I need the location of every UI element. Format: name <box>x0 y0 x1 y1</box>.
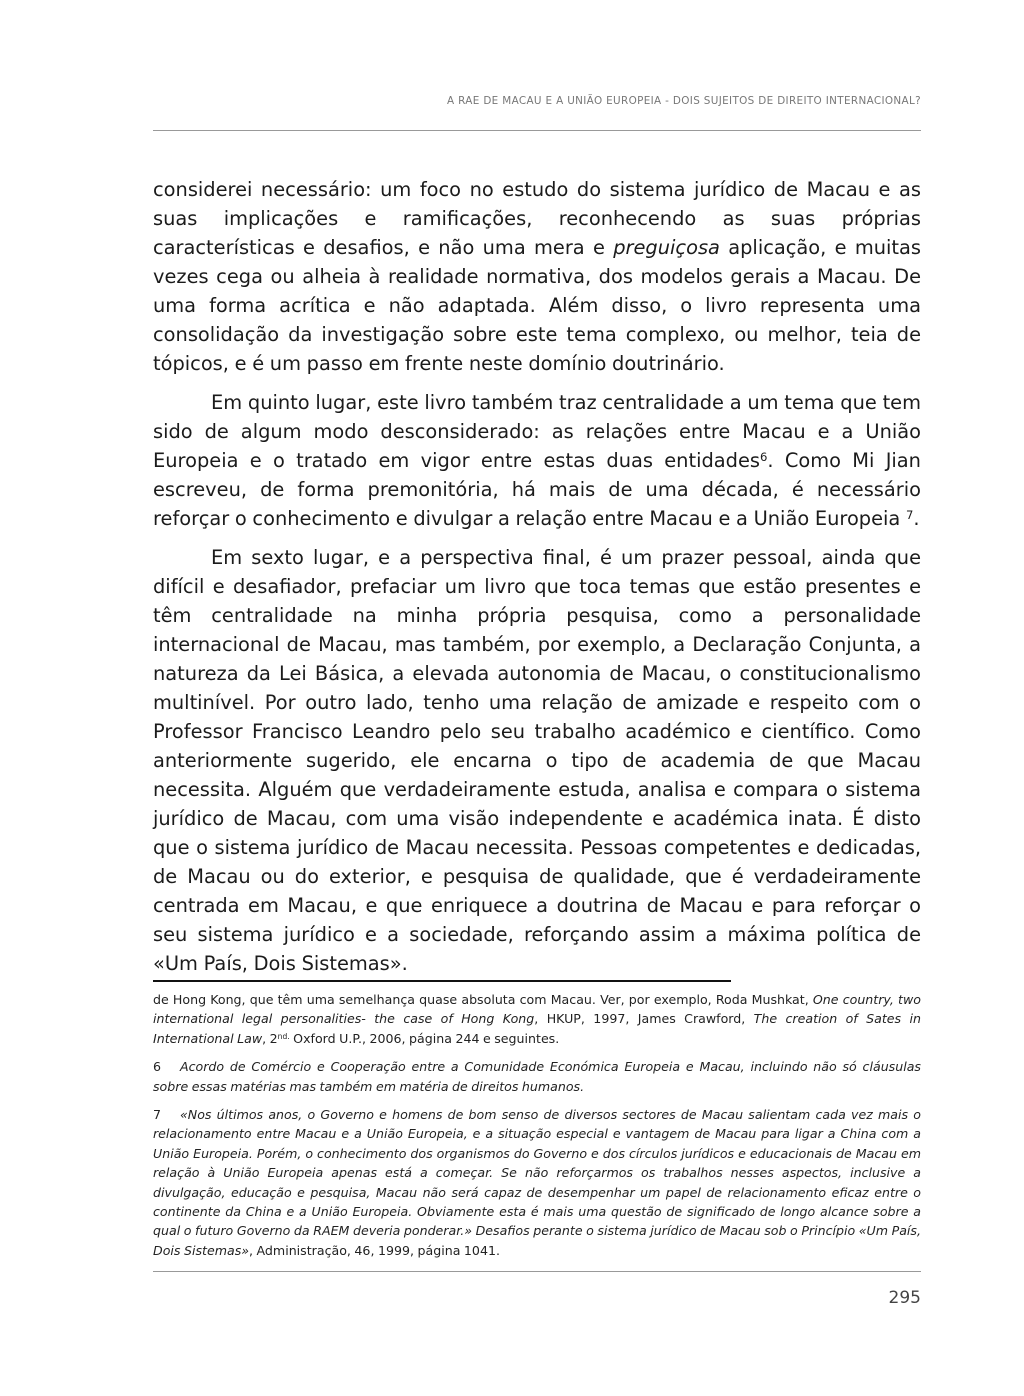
paragraph-1-text-b: aplicação, e muitas vezes cega ou alheia à realidade normativa, dos modelos gerais a Macau. De uma forma acrítica e não adaptada. Além disso, o livro representa uma consolidação da investigação sobre este tema complexo, ou melhor, teia de tópicos, e é um passo em frente neste domínio doutrinário. <box>153 236 921 375</box>
footnote-6-number: 6 <box>153 1059 162 1075</box>
footnote-cont-title-1: One country, two international legal personalities- the case of Hong Kong <box>153 992 921 1027</box>
paragraph-2 <box>153 388 921 533</box>
page-number: 295 <box>888 1288 921 1308</box>
footnote-cont-text-a: de Hong Kong, que têm uma semelhança quase absoluta com Macau. Ver, por exemplo, Roda Mushkat, <box>153 992 813 1007</box>
footnote-7-citation: , Administração, 46, 1999, página 1041. <box>249 1242 500 1258</box>
footnote-cont-superscript: nd. <box>277 1031 290 1041</box>
footnote-divider <box>153 980 731 982</box>
footnote-cont-text-b: , HKUP, 1997, James Crawford, <box>534 1011 754 1027</box>
running-header: A RAE DE MACAU E A UNIÃO EUROPEIA - DOIS SUJEITOS DE DIREITO INTERNACIONAL? <box>447 95 921 107</box>
footnotes <box>153 990 921 1260</box>
footnote-cont-text-c: , 2 <box>262 1030 278 1046</box>
footnote-cont-text-d: Oxford U.P., 2006, página 244 e seguintes. <box>289 1030 560 1046</box>
footnote-7 <box>153 1105 921 1260</box>
footer-divider <box>153 1271 921 1272</box>
footnote-7-number: 7 <box>153 1107 162 1123</box>
body-text <box>153 175 921 978</box>
paragraph-3: Em sexto lugar, e a perspectiva final, é um prazer pessoal, ainda que difícil e desafiador, prefaciar um livro que toca temas que estão presentes e têm centralidade na minha própria pesquisa, como a personalidade internacional de Macau, mas também, por exemplo, a Declaração Conjunta, a natureza da Lei Básica, a elevada autonomia de Macau, o constitucionalismo multinível. Por outro lado, tenho uma relação de amizade e respeito com o Professor Francisco Leandro pelo seu trabalho académico e científico. Como anteriormente sugerido, ele encarna o tipo de academia de que Macau necessita. Alguém que verdadeiramente estuda, analisa e compara o sistema jurídico de Macau, com uma visão independente e académica inata. É disto que o sistema jurídico de Macau necessita. Pessoas competentes e dedicadas, de Macau ou do exterior, e pesquisa de qualidade, que é verdadeiramente centrada em Macau, e que enriquece a doutrina de Macau e para reforçar o seu sistema jurídico e a sociedade, reforçando assim a máxima política de «Um País, Dois Sistemas». <box>153 546 921 975</box>
paragraph-1-italic: preguiçosa <box>613 236 720 259</box>
footnote-ref-7: 7 <box>905 507 914 522</box>
footnote-6-text: Acordo de Comércio e Cooperação entre a Comunidade Económica Europeia e Macau, incluindo não só cláusulas sobre essas matérias mas também em matéria de direitos humanos. <box>153 1059 921 1094</box>
paragraph-1 <box>153 175 921 378</box>
footnote-7-quote: «Nos últimos anos, o Governo e homens de bom senso de diversos sectores de Macau salientam cada vez mais o relacionamento entre Macau e a União Europeia, e a situação especial e vantagem de Macau para ligar a China com a União Europeia. Porém, o conhecimento dos organismos do Governo e dos círculos jurídicos e educacionais de Macau em relação à União Europeia apenas está a começar. Se não reforçarmos os trabalhos nesses aspectos, inclusive a divulgação, educação e pesquisa, Macau não será capaz de desempenhar um papel de relacionamento eficaz entre o continente da China e a União Europeia. Obviamente esta é mais uma questão de significado de longo alcance sobre a qual o futuro Governo da RAEM deveria ponderar.» Desafios perante o sistema jurídico de Macau sob o Princípio «Um País, Dois Sistemas» <box>153 1107 921 1258</box>
footnote-cont-title-2: The creation of Sates in International Law <box>153 1011 921 1046</box>
paragraph-2-text-c: . <box>913 507 920 530</box>
paragraph-2-text-a: Em quinto lugar, este livro também traz centralidade a um tema que tem sido de algum modo desconsiderado: as relações entre Macau e a União Europeia e o tratado em vigor entre estas duas entidades <box>153 391 921 472</box>
paragraph-2-text-b: . Como Mi Jian escreveu, de forma premonitória, há mais de uma década, é necessário reforçar o conhecimento e divulgar a relação entre Macau e a União Europeia <box>153 449 921 530</box>
header-divider <box>153 130 921 131</box>
paragraph-1-text-a: considerei necessário: um foco no estudo do sistema jurídico de Macau e as suas implicações e ramificações, reconhecendo as suas próprias características e desafios, e não uma mera e <box>153 178 921 259</box>
footnote-6 <box>153 1057 921 1096</box>
footnote-ref-6: 6 <box>760 449 768 464</box>
footnote-continuation <box>153 990 921 1048</box>
